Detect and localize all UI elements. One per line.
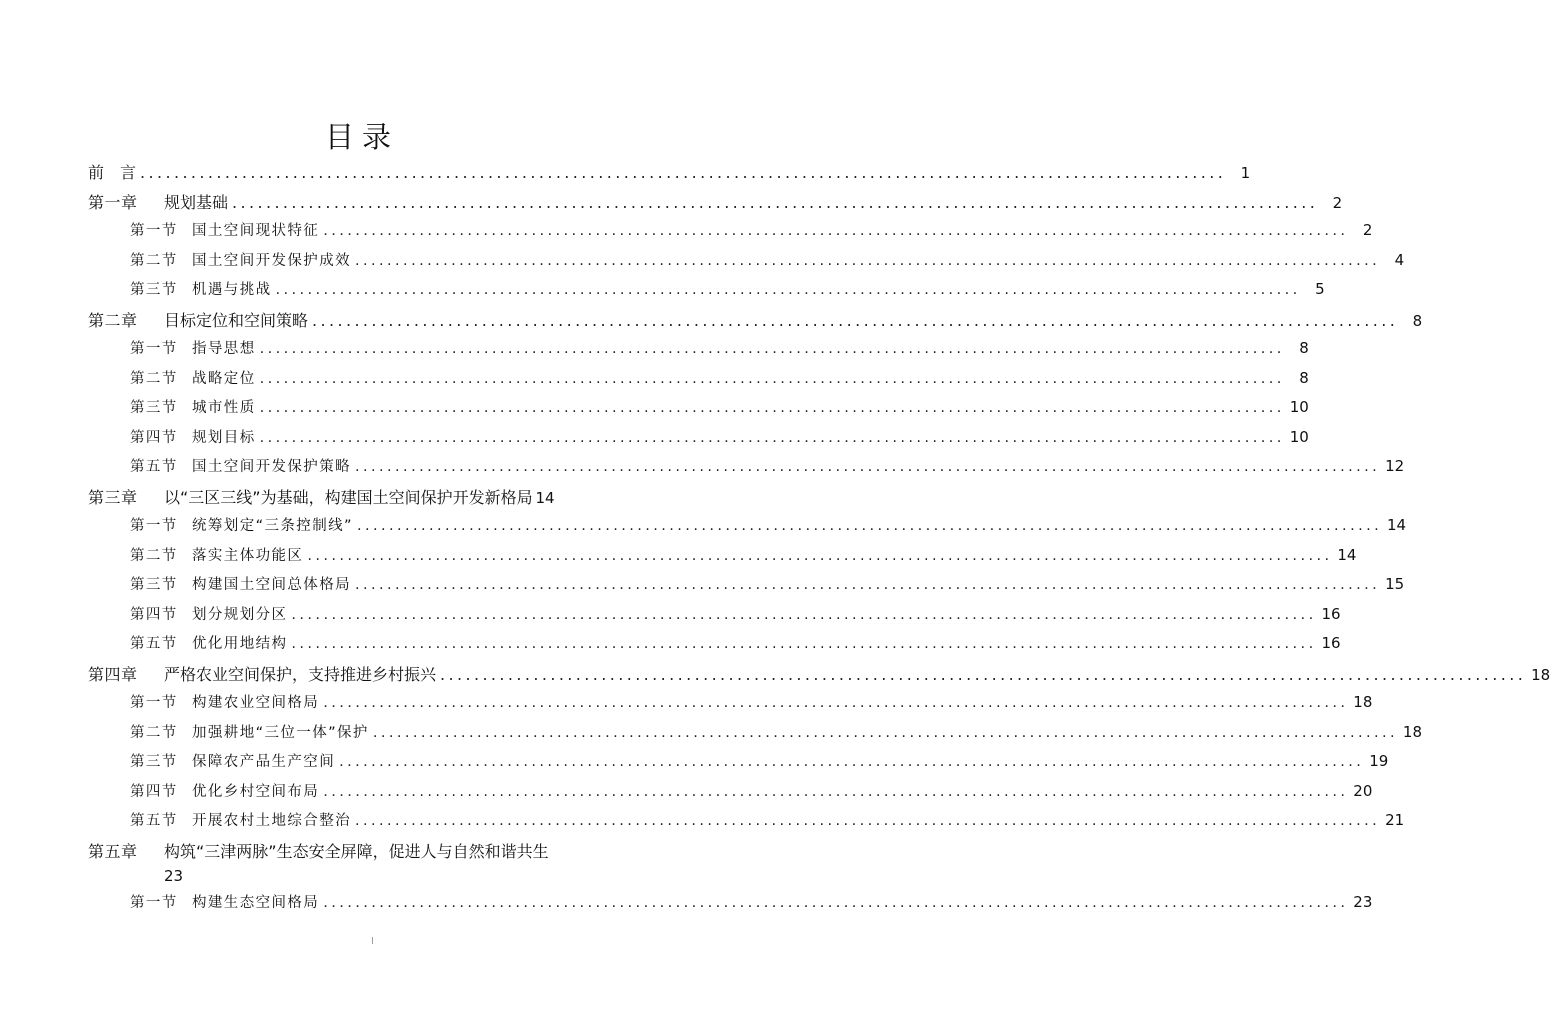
dot-leader	[335, 754, 1368, 770]
section-title: 划分规划分区	[192, 606, 288, 623]
chapter-label: 第四章	[88, 664, 138, 684]
toc-entry-section[interactable]	[88, 249, 1405, 279]
dot-leader	[287, 636, 1320, 652]
dot-leader	[303, 548, 1336, 564]
toc-entry-section[interactable]	[88, 396, 1309, 426]
toc-entry-section[interactable]	[88, 891, 1373, 921]
toc-page-number: 10	[1289, 427, 1309, 446]
section-label: 第一节	[130, 895, 178, 911]
toc-page-number: 8	[1299, 368, 1309, 387]
section-title: 规划目标	[192, 429, 256, 446]
dot-leader	[351, 459, 1384, 475]
toc-entry-section[interactable]	[88, 809, 1405, 839]
section-title: 指导思想	[192, 341, 256, 357]
toc-entry-title: 前 言	[88, 163, 137, 182]
toc-entry-section[interactable]	[88, 632, 1341, 662]
section-label: 第五节	[130, 813, 178, 829]
chapter-title: 规划基础	[164, 192, 229, 212]
dot-leader	[256, 341, 1289, 357]
dot-leader	[351, 813, 1384, 829]
section-title: 战略定位	[192, 370, 256, 387]
section-title: 国土空间开发保护策略	[192, 459, 351, 475]
toc-entry-section[interactable]	[88, 780, 1373, 810]
section-title: 落实主体功能区	[192, 547, 304, 564]
toc-page-number: 23	[164, 866, 184, 885]
section-label: 第四节	[130, 783, 178, 800]
section-title: 构建生态空间格局	[192, 895, 320, 911]
section-title: 构建国土空间总体格局	[192, 577, 351, 593]
toc-page-number: 15	[1385, 575, 1405, 593]
section-title: 国土空间现状特征	[192, 223, 320, 239]
chapter-title: 严格农业空间保护，支持推进乡村振兴	[164, 664, 437, 684]
section-title: 国土空间开发保护成效	[192, 252, 351, 269]
section-label: 第一节	[130, 518, 178, 534]
chapter-title: 以“三区三线”为基础，构建国土空间保护开发新格局	[164, 487, 533, 507]
section-title: 优化乡村空间布局	[192, 783, 320, 800]
chapter-title: 目标定位和空间策略	[164, 310, 309, 330]
toc-page-number: 16	[1321, 604, 1341, 623]
dot-leader	[319, 695, 1352, 711]
toc-page-number: 18	[1402, 722, 1422, 741]
section-title: 城市性质	[192, 400, 256, 416]
toc-page-number: 14	[1387, 516, 1407, 534]
dot-leader	[228, 193, 1322, 212]
toc-entry-section[interactable]	[88, 691, 1373, 721]
dot-leader	[436, 665, 1530, 684]
toc-page-number: 14	[535, 488, 555, 507]
toc-entry-chapter-4[interactable]	[88, 662, 1550, 692]
toc-entry-section[interactable]	[88, 367, 1309, 397]
section-title: 统筹划定“三条控制线”	[192, 518, 353, 534]
dot-leader	[319, 223, 1352, 239]
toc-page-number: 2	[1362, 221, 1373, 239]
dot-leader	[319, 784, 1352, 800]
chapter-label: 第五章	[88, 841, 138, 861]
toc-page-number: 12	[1385, 457, 1405, 475]
section-label: 第四节	[130, 606, 178, 623]
toc-entry-section[interactable]	[88, 426, 1309, 456]
document-title: 目录	[324, 120, 399, 155]
toc-page-number: 8	[1412, 311, 1423, 330]
section-label: 第三节	[130, 754, 178, 770]
section-title: 开展农村土地综合整治	[192, 813, 351, 829]
section-title: 机遇与挑战	[192, 282, 272, 298]
section-label: 第二节	[130, 370, 178, 387]
section-title: 保障农产品生产空间	[192, 754, 336, 770]
chapter-label: 第三章	[88, 487, 138, 507]
chapter-title: 构筑“三津两脉”生态安全屏障，促进人与自然和谐共生	[164, 841, 549, 861]
page-footer-mark: I	[371, 936, 374, 947]
section-label: 第二节	[130, 547, 178, 564]
toc-entry-chapter-3[interactable]	[88, 485, 630, 515]
table-of-contents	[88, 160, 1550, 921]
toc-page-number: 16	[1321, 634, 1341, 652]
toc-entry-chapter-2[interactable]	[88, 308, 1423, 338]
section-label: 第一节	[130, 223, 178, 239]
toc-page-number: 8	[1299, 339, 1309, 357]
dot-leader	[319, 895, 1352, 911]
toc-entry-section[interactable]	[88, 750, 1389, 780]
dot-leader	[136, 163, 1230, 182]
dot-leader	[256, 371, 1289, 387]
section-label: 第二节	[130, 724, 178, 741]
chapter-label: 第一章	[88, 192, 138, 212]
section-label: 第三节	[130, 282, 178, 298]
dot-leader	[369, 725, 1402, 741]
toc-entry-section[interactable]	[88, 544, 1357, 574]
dot-leader	[272, 282, 1305, 298]
section-label: 第四节	[130, 429, 178, 446]
section-title: 构建农业空间格局	[192, 695, 320, 711]
toc-page-number: 20	[1353, 781, 1373, 800]
toc-entry-section[interactable]	[88, 455, 1405, 485]
dot-leader	[351, 253, 1384, 269]
section-title: 优化用地结构	[192, 636, 288, 652]
dot-leader	[351, 577, 1384, 593]
dot-leader	[353, 518, 1386, 534]
toc-page-number: 19	[1369, 752, 1389, 770]
toc-entry-section[interactable]	[88, 573, 1405, 603]
toc-page-number: 21	[1385, 811, 1405, 829]
dot-leader	[287, 607, 1320, 623]
toc-entry-section[interactable]	[88, 278, 1325, 308]
chapter-label: 第二章	[88, 310, 138, 330]
section-label: 第一节	[130, 695, 178, 711]
section-label: 第三节	[130, 577, 178, 593]
toc-entry-chapter-5[interactable]	[88, 839, 630, 892]
toc-page-number: 23	[1353, 893, 1373, 911]
toc-entry-section[interactable]	[88, 219, 1373, 249]
section-label: 第二节	[130, 252, 178, 269]
section-label: 第五节	[130, 459, 178, 475]
toc-page-number: 18	[1531, 665, 1550, 684]
toc-entry-preface[interactable]	[88, 160, 1251, 190]
dot-leader	[308, 311, 1402, 330]
toc-page-number: 10	[1289, 398, 1309, 416]
dot-leader	[256, 400, 1289, 416]
dot-leader	[256, 430, 1289, 446]
toc-page-number: 2	[1332, 193, 1343, 212]
toc-page-number: 1	[1240, 164, 1251, 182]
toc-entry-section[interactable]	[88, 603, 1341, 633]
section-label: 第一节	[130, 341, 178, 357]
section-label: 第三节	[130, 400, 178, 416]
toc-page-number: 18	[1353, 693, 1373, 711]
toc-entry-section[interactable]	[88, 337, 1309, 367]
toc-entry-section[interactable]	[88, 721, 1422, 751]
toc-page-number: 4	[1394, 250, 1405, 269]
toc-entry-section[interactable]	[88, 514, 1407, 544]
section-label: 第五节	[130, 636, 178, 652]
toc-page-number: 14	[1337, 545, 1357, 564]
toc-entry-chapter-1[interactable]	[88, 190, 1343, 220]
toc-page-number: 5	[1315, 280, 1325, 298]
section-title: 加强耕地“三位一体”保护	[192, 724, 369, 741]
